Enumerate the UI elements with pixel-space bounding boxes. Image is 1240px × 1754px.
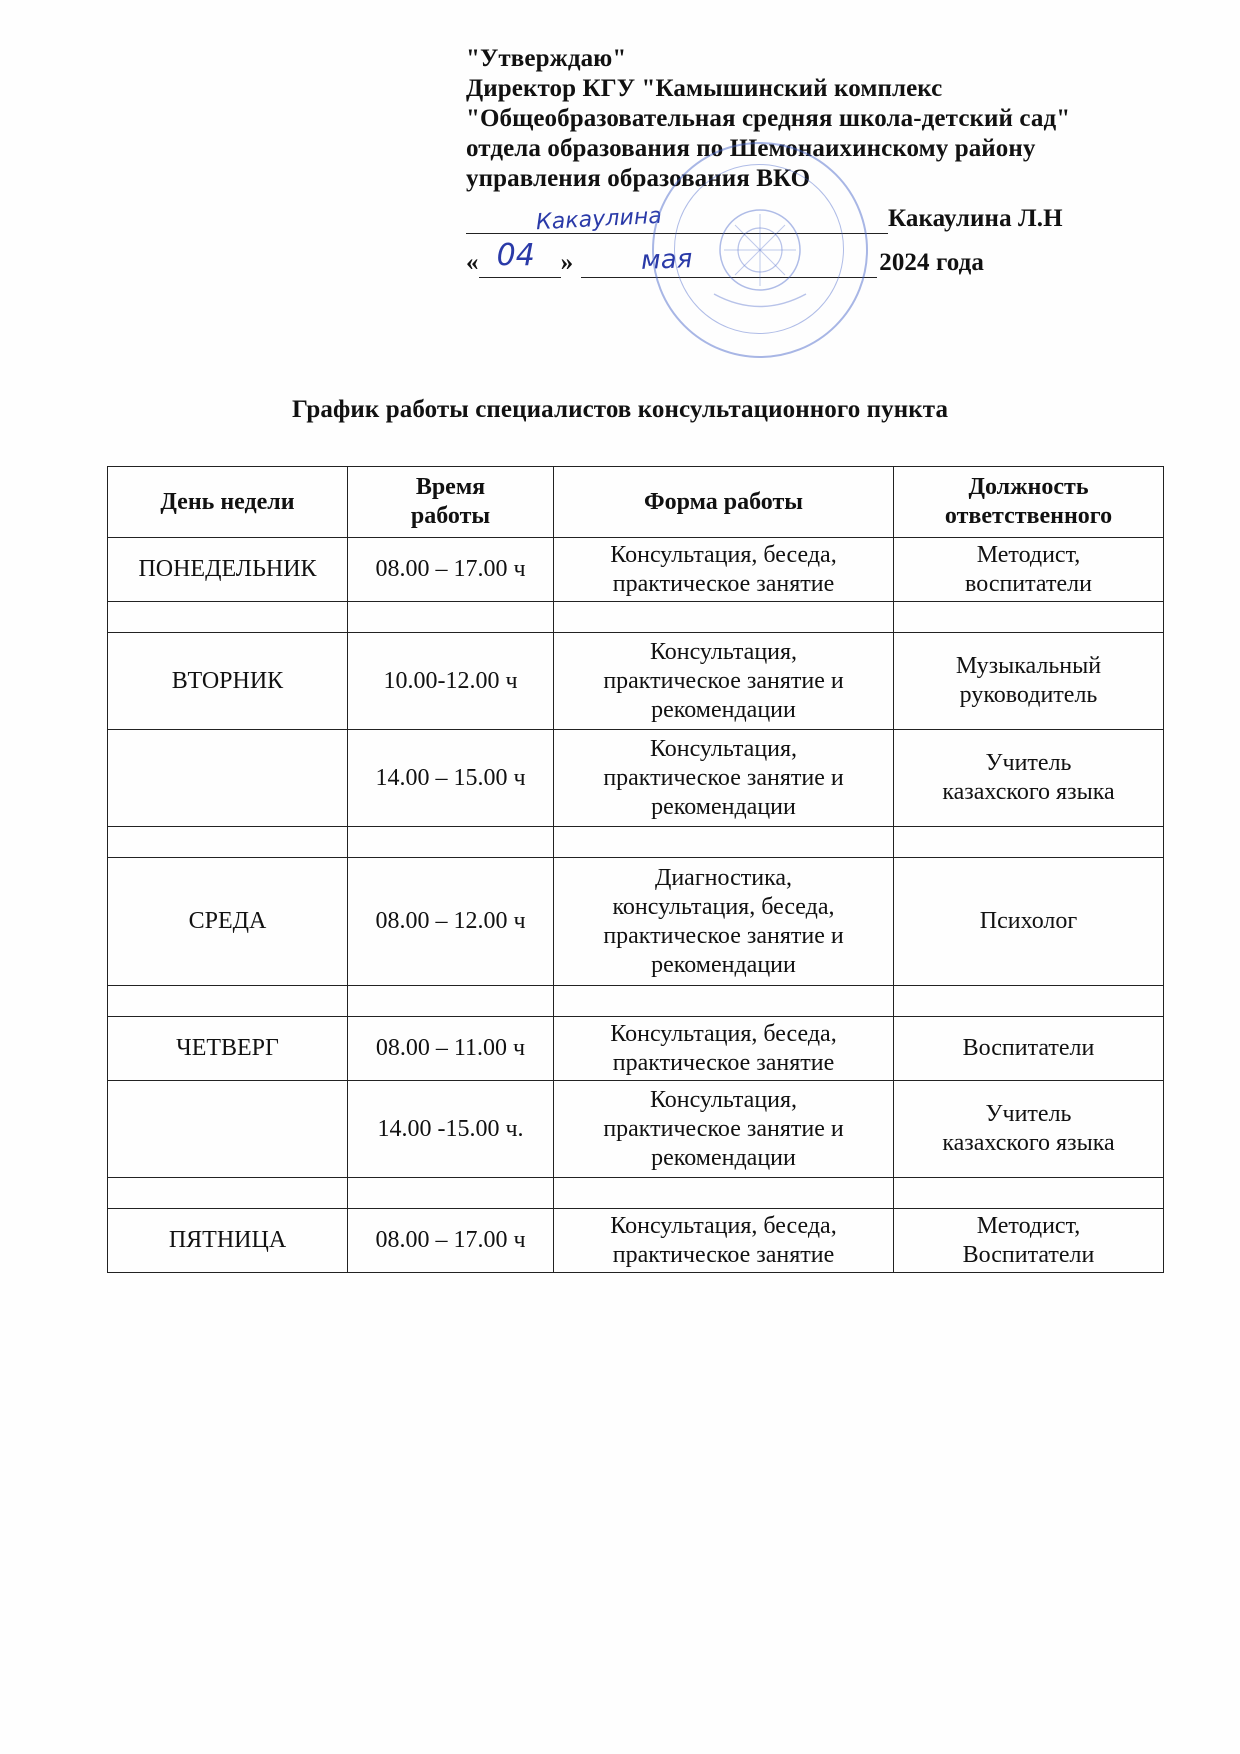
cell-role: Музыкальный руководитель (894, 633, 1164, 730)
table-row (108, 1081, 1164, 1178)
schedule-table (107, 466, 1164, 1273)
cell-day: СРЕДА (108, 858, 348, 986)
department-line: отдела образования по Шемонаихинскому району (466, 135, 1036, 162)
cell-time: 08.00 – 12.00 ч (348, 858, 554, 986)
date-close-quote: » (560, 249, 574, 276)
table-spacer-row (108, 1178, 1164, 1209)
table-header-row (108, 467, 1164, 538)
table-row (108, 1209, 1164, 1273)
cell-time: 08.00 – 17.00 ч (348, 1209, 554, 1273)
document-title: График работы специалистов консультационного пункта (291, 396, 949, 423)
handwritten-month: мая (640, 244, 694, 276)
cell-time: 08.00 – 17.00 ч (348, 538, 554, 602)
cell-role: Учитель казахского языка (894, 1081, 1164, 1178)
handwritten-day: 04 (496, 238, 535, 273)
director-title-line: Директор КГУ "Камышинский комплекс (466, 75, 943, 102)
cell-time: 08.00 – 11.00 ч (348, 1017, 554, 1081)
cell-day (108, 730, 348, 827)
cell-day: ПОНЕДЕЛЬНИК (108, 538, 348, 602)
handwritten-signature: Какаулина (535, 203, 663, 236)
cell-role: Учитель казахского языка (894, 730, 1164, 827)
cell-day: ВТОРНИК (108, 633, 348, 730)
school-name-line: "Общеобразовательная средняя школа-детский сад" (466, 105, 1071, 132)
cell-day: ЧЕТВЕРГ (108, 1017, 348, 1081)
table-row (108, 858, 1164, 986)
cell-time: 14.00 -15.00 ч. (348, 1081, 554, 1178)
cell-form: Консультация, беседа, практическое занятие (554, 538, 894, 602)
cell-day (108, 1081, 348, 1178)
cell-form: Консультация, беседа, практическое занятие (554, 1017, 894, 1081)
cell-role: Воспитатели (894, 1017, 1164, 1081)
cell-role: Методист, Воспитатели (894, 1209, 1164, 1273)
cell-form: Диагностика, консультация, беседа, практическое занятие и рекомендации (554, 858, 894, 986)
cell-role: Психолог (894, 858, 1164, 986)
cell-form: Консультация, практическое занятие и рекомендации (554, 730, 894, 827)
cell-time: 14.00 – 15.00 ч (348, 730, 554, 827)
cell-time: 10.00-12.00 ч (348, 633, 554, 730)
date-open-quote: « (466, 249, 479, 276)
header-form: Форма работы (554, 467, 894, 538)
cell-form: Консультация, практическое занятие и рекомендации (554, 1081, 894, 1178)
table-spacer-row (108, 602, 1164, 633)
signer-name: Какаулина Л.Н (888, 205, 1063, 232)
date-year: 2024 года (879, 249, 985, 276)
cell-role: Методист, воспитатели (894, 538, 1164, 602)
table-row (108, 1017, 1164, 1081)
table-row (108, 730, 1164, 827)
header-day: День недели (108, 467, 348, 538)
cell-day: ПЯТНИЦА (108, 1209, 348, 1273)
header-role: Должность ответственного (894, 467, 1164, 538)
table-row (108, 538, 1164, 602)
table-spacer-row (108, 986, 1164, 1017)
cell-form: Консультация, беседа, практическое занятие (554, 1209, 894, 1273)
table-spacer-row (108, 827, 1164, 858)
table-row (108, 633, 1164, 730)
official-seal-icon (652, 142, 868, 358)
approval-heading: "Утверждаю" (466, 45, 627, 72)
header-time: Время работы (348, 467, 554, 538)
cell-form: Консультация, практическое занятие и рекомендации (554, 633, 894, 730)
administration-line: управления образования ВКО (466, 165, 811, 192)
date-day-line (479, 238, 561, 278)
